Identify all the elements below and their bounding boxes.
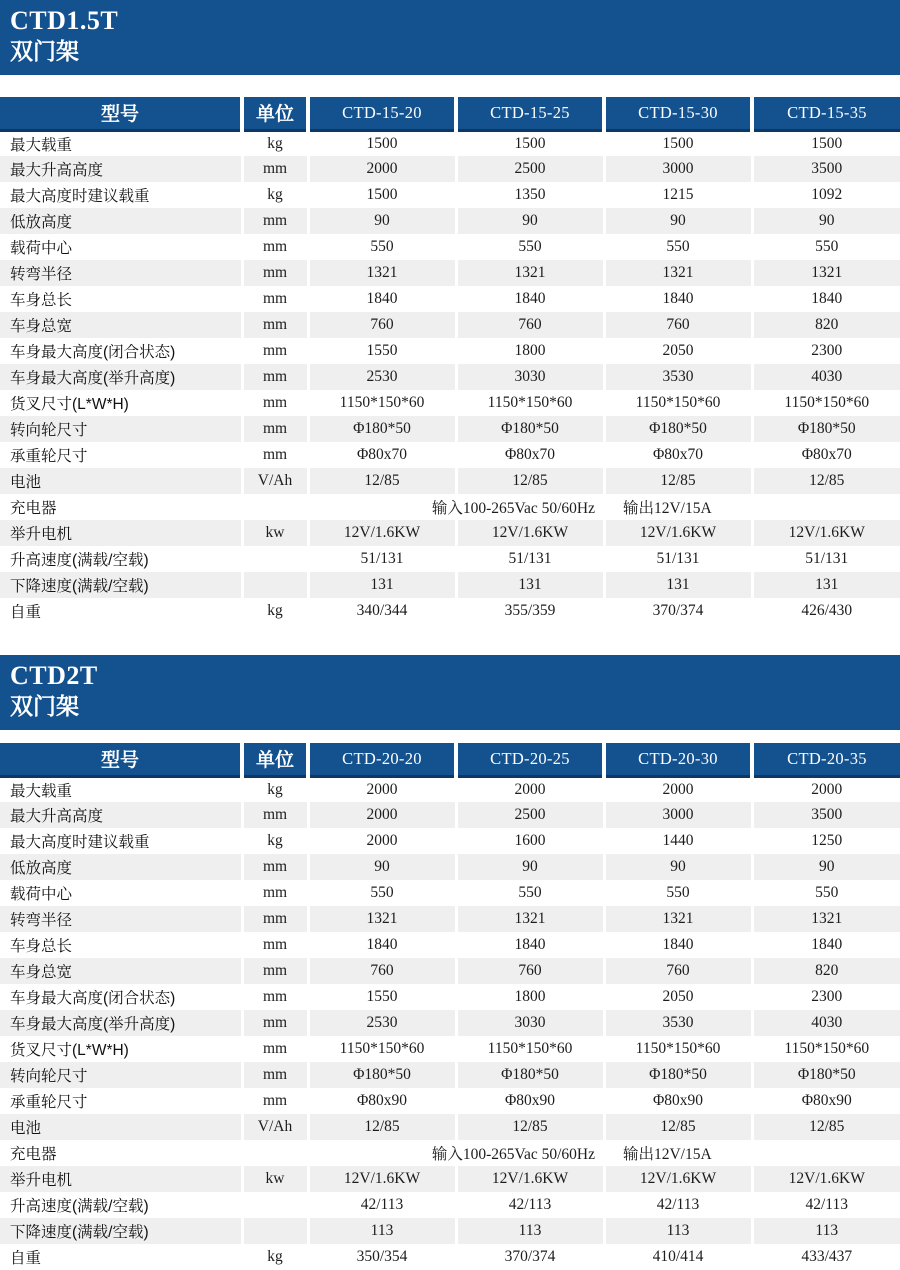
spec-unit: mm (242, 364, 308, 390)
spec-label: 充电器 (0, 1140, 242, 1166)
column-header-model-name: CTD-15-25 (456, 97, 604, 130)
spec-value: 12V/1.6KW (752, 520, 900, 546)
column-header-model: 型号 (0, 743, 242, 776)
table-row (0, 598, 900, 624)
spec-value: 51/131 (752, 546, 900, 572)
spec-value: 340/344 (308, 598, 456, 624)
spec-value: 1250 (752, 828, 900, 854)
spec-value: 2500 (456, 802, 604, 828)
spec-value: 1321 (604, 906, 752, 932)
header-row (0, 97, 900, 130)
spec-value: 51/131 (308, 546, 456, 572)
table-row (0, 130, 900, 156)
spec-label: 举升电机 (0, 520, 242, 546)
spec-value: 90 (604, 854, 752, 880)
section-banner (0, 655, 900, 730)
spec-value: 1150*150*60 (604, 390, 752, 416)
spec-value: 1150*150*60 (308, 1036, 456, 1062)
spec-value: 12/85 (308, 468, 456, 494)
spec-value: 1500 (456, 130, 604, 156)
spec-value: Φ180*50 (604, 1062, 752, 1088)
spec-label: 货叉尺寸(L*W*H) (0, 1036, 242, 1062)
spec-value: 550 (456, 234, 604, 260)
charger-input-spec: 输入100-265Vac 50/60Hz (431, 1146, 595, 1163)
spec-value: 1150*150*60 (456, 1036, 604, 1062)
spec-label: 车身总长 (0, 286, 242, 312)
column-header-model-name: CTD-15-20 (308, 97, 456, 130)
spec-value: 1840 (308, 286, 456, 312)
spec-unit: mm (242, 958, 308, 984)
table-row (0, 958, 900, 984)
spec-unit: kg (242, 130, 308, 156)
spec-unit (242, 1192, 308, 1218)
spec-value: Φ180*50 (308, 416, 456, 442)
spec-value: 1500 (752, 130, 900, 156)
spec-label: 最大载重 (0, 776, 242, 802)
spec-unit: mm (242, 260, 308, 286)
section-ctd15t (0, 0, 900, 624)
spec-value: Φ180*50 (604, 416, 752, 442)
table-row (0, 234, 900, 260)
spec-unit: mm (242, 416, 308, 442)
spec-value: 1350 (456, 182, 604, 208)
spec-value: 370/374 (604, 598, 752, 624)
spec-label: 升高速度(满载/空载) (0, 1192, 242, 1218)
spec-value: 1840 (308, 932, 456, 958)
spec-value: 1840 (752, 932, 900, 958)
spec-label: 承重轮尺寸 (0, 442, 242, 468)
table-row (0, 1244, 900, 1270)
spec-value: 3000 (604, 802, 752, 828)
spec-value: 1440 (604, 828, 752, 854)
spec-value: 550 (752, 880, 900, 906)
spec-label: 转向轮尺寸 (0, 1062, 242, 1088)
spec-value: 1321 (308, 260, 456, 286)
spec-value: 131 (752, 572, 900, 598)
spec-label: 最大升高高度 (0, 802, 242, 828)
spec-value: 131 (308, 572, 456, 598)
spec-label: 最大升高高度 (0, 156, 242, 182)
table-row (0, 1192, 900, 1218)
spec-value: 12V/1.6KW (604, 1166, 752, 1192)
spec-value: 2000 (456, 776, 604, 802)
spec-value: 410/414 (604, 1244, 752, 1270)
spec-value: Φ80x70 (604, 442, 752, 468)
spec-value: 1500 (604, 130, 752, 156)
spec-label: 最大高度时建议载重 (0, 828, 242, 854)
spec-value: 51/131 (456, 546, 604, 572)
table-row (0, 1088, 900, 1114)
section-ctd2t (0, 655, 900, 1270)
spec-label: 最大高度时建议载重 (0, 182, 242, 208)
header-row (0, 743, 900, 776)
spec-value: 1150*150*60 (456, 390, 604, 416)
charger-spec-merged (242, 1140, 900, 1166)
table-row (0, 156, 900, 182)
table-row (0, 494, 900, 520)
spec-unit: mm (242, 1088, 308, 1114)
spec-value: Φ80x90 (308, 1088, 456, 1114)
spec-value: 12V/1.6KW (752, 1166, 900, 1192)
spec-value: 1321 (456, 906, 604, 932)
spec-value: 550 (308, 880, 456, 906)
spec-unit: mm (242, 156, 308, 182)
spec-unit: V/Ah (242, 1114, 308, 1140)
column-header-unit: 单位 (242, 97, 308, 130)
spec-value: 1500 (308, 130, 456, 156)
spec-value: 12V/1.6KW (308, 520, 456, 546)
spec-unit: mm (242, 312, 308, 338)
spec-label: 升高速度(满载/空载) (0, 546, 242, 572)
spec-value: 3030 (456, 364, 604, 390)
spec-value: 12/85 (604, 1114, 752, 1140)
spec-label: 电池 (0, 468, 242, 494)
spec-value: Φ180*50 (308, 1062, 456, 1088)
spec-label: 载荷中心 (0, 880, 242, 906)
spec-value: 2300 (752, 338, 900, 364)
spec-value: 550 (604, 234, 752, 260)
spec-value: 90 (308, 208, 456, 234)
spec-value: 113 (308, 1218, 456, 1244)
spec-value: 2300 (752, 984, 900, 1010)
spec-value: 550 (752, 234, 900, 260)
spec-value: Φ80x90 (456, 1088, 604, 1114)
table-row (0, 260, 900, 286)
spec-value: 1840 (752, 286, 900, 312)
spec-value: 1550 (308, 984, 456, 1010)
spec-value: 131 (456, 572, 604, 598)
spec-value: 760 (604, 312, 752, 338)
spec-value: 2000 (308, 776, 456, 802)
spec-value: 760 (308, 958, 456, 984)
spec-value: 550 (456, 880, 604, 906)
table-row (0, 338, 900, 364)
spec-label: 下降速度(满载/空载) (0, 572, 242, 598)
spec-label: 车身最大高度(闭合状态) (0, 984, 242, 1010)
spec-value: Φ80x70 (456, 442, 604, 468)
spec-value: 1840 (604, 932, 752, 958)
spec-label: 转弯半径 (0, 260, 242, 286)
spec-value: 1321 (456, 260, 604, 286)
spec-label: 下降速度(满载/空载) (0, 1218, 242, 1244)
column-header-model-name: CTD-20-20 (308, 743, 456, 776)
spec-unit: mm (242, 932, 308, 958)
table-row (0, 442, 900, 468)
spec-value: 760 (604, 958, 752, 984)
table-row (0, 182, 900, 208)
spec-value: 350/354 (308, 1244, 456, 1270)
spec-value: 2000 (604, 776, 752, 802)
spec-table-header (0, 743, 900, 776)
table-row (0, 854, 900, 880)
spec-unit: kw (242, 520, 308, 546)
banner-model-title: CTD2T (10, 661, 98, 690)
spec-table-body (0, 130, 900, 624)
spec-value: 1150*150*60 (308, 390, 456, 416)
spec-unit: mm (242, 1036, 308, 1062)
column-header-model-name: CTD-20-30 (604, 743, 752, 776)
table-row (0, 1062, 900, 1088)
spec-value: 90 (308, 854, 456, 880)
spec-value: 90 (456, 854, 604, 880)
spec-value: 2000 (308, 156, 456, 182)
spec-value: 1800 (456, 338, 604, 364)
spec-label: 自重 (0, 1244, 242, 1270)
spec-label: 转向轮尺寸 (0, 416, 242, 442)
spec-value: Φ180*50 (752, 416, 900, 442)
spec-unit: mm (242, 338, 308, 364)
spec-value: 4030 (752, 1010, 900, 1036)
column-header-unit: 单位 (242, 743, 308, 776)
column-header-model-name: CTD-15-35 (752, 97, 900, 130)
spec-unit: mm (242, 208, 308, 234)
spec-value: 12/85 (604, 468, 752, 494)
spec-value: 2050 (604, 984, 752, 1010)
spec-value: 2000 (308, 828, 456, 854)
spec-value: 2050 (604, 338, 752, 364)
spec-value: 113 (604, 1218, 752, 1244)
spec-value: 113 (456, 1218, 604, 1244)
spec-unit: mm (242, 880, 308, 906)
spec-value: 12V/1.6KW (456, 1166, 604, 1192)
spec-label: 最大载重 (0, 130, 242, 156)
spec-value: 3030 (456, 1010, 604, 1036)
spec-label: 车身总宽 (0, 958, 242, 984)
spec-unit: kw (242, 1166, 308, 1192)
spec-value: 1800 (456, 984, 604, 1010)
column-header-model-name: CTD-15-30 (604, 97, 752, 130)
spec-unit: mm (242, 1010, 308, 1036)
spec-value: 90 (752, 208, 900, 234)
banner-model-title: CTD1.5T (10, 6, 119, 35)
spec-label: 低放高度 (0, 208, 242, 234)
spec-label: 承重轮尺寸 (0, 1088, 242, 1114)
spec-value: 131 (604, 572, 752, 598)
spec-label: 车身最大高度(闭合状态) (0, 338, 242, 364)
spec-label: 车身总长 (0, 932, 242, 958)
spec-value: 1840 (456, 932, 604, 958)
spec-value: 12/85 (308, 1114, 456, 1140)
spec-value: 51/131 (604, 546, 752, 572)
spec-unit: kg (242, 776, 308, 802)
spec-table-header (0, 97, 900, 130)
spec-value: 1840 (456, 286, 604, 312)
charger-spec-merged (242, 494, 900, 520)
spec-value: 1150*150*60 (752, 1036, 900, 1062)
spec-unit (242, 546, 308, 572)
spec-value: 1321 (308, 906, 456, 932)
spec-label: 载荷中心 (0, 234, 242, 260)
spec-label: 自重 (0, 598, 242, 624)
table-row (0, 802, 900, 828)
spec-table-ctd2t (0, 743, 900, 1270)
table-row (0, 572, 900, 598)
spec-unit: mm (242, 390, 308, 416)
table-row (0, 1140, 900, 1166)
spec-unit (242, 572, 308, 598)
spec-value: 113 (752, 1218, 900, 1244)
spec-value: 2000 (752, 776, 900, 802)
table-row (0, 1218, 900, 1244)
spec-unit: kg (242, 828, 308, 854)
spec-value: Φ180*50 (752, 1062, 900, 1088)
table-row (0, 468, 900, 494)
spec-value: 760 (456, 312, 604, 338)
spec-value: 1321 (604, 260, 752, 286)
spec-value: 820 (752, 958, 900, 984)
table-row (0, 546, 900, 572)
spec-value: 355/359 (456, 598, 604, 624)
spec-value: 1500 (308, 182, 456, 208)
spec-value: 1215 (604, 182, 752, 208)
spec-label: 车身总宽 (0, 312, 242, 338)
spec-label: 举升电机 (0, 1166, 242, 1192)
spec-label: 货叉尺寸(L*W*H) (0, 390, 242, 416)
table-row (0, 286, 900, 312)
spec-value: 42/113 (604, 1192, 752, 1218)
spec-value: 90 (604, 208, 752, 234)
column-header-model: 型号 (0, 97, 242, 130)
table-row (0, 312, 900, 338)
spec-value: 433/437 (752, 1244, 900, 1270)
spec-unit: mm (242, 234, 308, 260)
spec-value: 820 (752, 312, 900, 338)
table-row (0, 520, 900, 546)
charger-input-spec: 输入100-265Vac 50/60Hz (431, 500, 595, 517)
spec-value: 42/113 (752, 1192, 900, 1218)
spec-value: 550 (308, 234, 456, 260)
spec-value: 370/374 (456, 1244, 604, 1270)
table-row (0, 1114, 900, 1140)
table-row (0, 880, 900, 906)
spec-value: 3500 (752, 156, 900, 182)
spec-table-body (0, 776, 900, 1270)
table-row (0, 390, 900, 416)
spec-label: 电池 (0, 1114, 242, 1140)
spec-value: 12V/1.6KW (604, 520, 752, 546)
spec-value: 90 (752, 854, 900, 880)
spec-value: 2530 (308, 364, 456, 390)
spec-value: 1150*150*60 (604, 1036, 752, 1062)
table-row (0, 1036, 900, 1062)
spec-unit: mm (242, 442, 308, 468)
spec-value: Φ180*50 (456, 416, 604, 442)
banner-mast-type: 双门架 (10, 38, 79, 64)
spec-value: 12/85 (752, 468, 900, 494)
banner-mast-type: 双门架 (10, 693, 79, 719)
spec-value: 90 (456, 208, 604, 234)
spec-value: 2500 (456, 156, 604, 182)
spec-value: 1840 (604, 286, 752, 312)
spec-unit: mm (242, 286, 308, 312)
spec-value: 550 (604, 880, 752, 906)
spec-unit: mm (242, 984, 308, 1010)
table-row (0, 1010, 900, 1036)
spec-value: Φ80x90 (752, 1088, 900, 1114)
spec-value: 1321 (752, 906, 900, 932)
spec-value: 42/113 (456, 1192, 604, 1218)
spec-value: 4030 (752, 364, 900, 390)
spec-value: Φ80x70 (308, 442, 456, 468)
table-row (0, 1166, 900, 1192)
charger-output-spec: 输出12V/15A (622, 500, 712, 517)
spec-value: 760 (308, 312, 456, 338)
table-row (0, 906, 900, 932)
spec-value: 12/85 (752, 1114, 900, 1140)
spec-value: 426/430 (752, 598, 900, 624)
spec-value: 1600 (456, 828, 604, 854)
charger-output-spec: 输出12V/15A (622, 1146, 712, 1163)
spec-value: 2530 (308, 1010, 456, 1036)
spec-value: 12/85 (456, 468, 604, 494)
spec-value: 12/85 (456, 1114, 604, 1140)
spec-value: 1550 (308, 338, 456, 364)
column-header-model-name: CTD-20-25 (456, 743, 604, 776)
table-row (0, 208, 900, 234)
spec-value: 1150*150*60 (752, 390, 900, 416)
spec-value: 1321 (752, 260, 900, 286)
spec-value: 2000 (308, 802, 456, 828)
spec-value: 3530 (604, 364, 752, 390)
spec-table-ctd15t (0, 97, 900, 624)
table-row (0, 776, 900, 802)
spec-label: 车身最大高度(举升高度) (0, 1010, 242, 1036)
section-banner (0, 0, 900, 75)
spec-value: 760 (456, 958, 604, 984)
spec-label: 车身最大高度(举升高度) (0, 364, 242, 390)
spec-value: 3000 (604, 156, 752, 182)
spec-value: Φ80x90 (604, 1088, 752, 1114)
spec-unit: mm (242, 802, 308, 828)
table-row (0, 364, 900, 390)
spec-value: 3500 (752, 802, 900, 828)
spec-value: Φ180*50 (456, 1062, 604, 1088)
spec-unit: V/Ah (242, 468, 308, 494)
spec-unit: kg (242, 598, 308, 624)
table-row (0, 932, 900, 958)
spec-value: 12V/1.6KW (308, 1166, 456, 1192)
table-row (0, 416, 900, 442)
spec-value: 12V/1.6KW (456, 520, 604, 546)
column-header-model-name: CTD-20-35 (752, 743, 900, 776)
spec-label: 充电器 (0, 494, 242, 520)
spec-unit: kg (242, 1244, 308, 1270)
table-row (0, 984, 900, 1010)
spec-value: 1092 (752, 182, 900, 208)
spec-value: 3530 (604, 1010, 752, 1036)
spec-label: 低放高度 (0, 854, 242, 880)
spec-value: 42/113 (308, 1192, 456, 1218)
spec-unit: kg (242, 182, 308, 208)
table-row (0, 828, 900, 854)
spec-unit (242, 1218, 308, 1244)
spec-label: 转弯半径 (0, 906, 242, 932)
spec-unit: mm (242, 854, 308, 880)
spec-value: Φ80x70 (752, 442, 900, 468)
spec-unit: mm (242, 1062, 308, 1088)
spec-unit: mm (242, 906, 308, 932)
